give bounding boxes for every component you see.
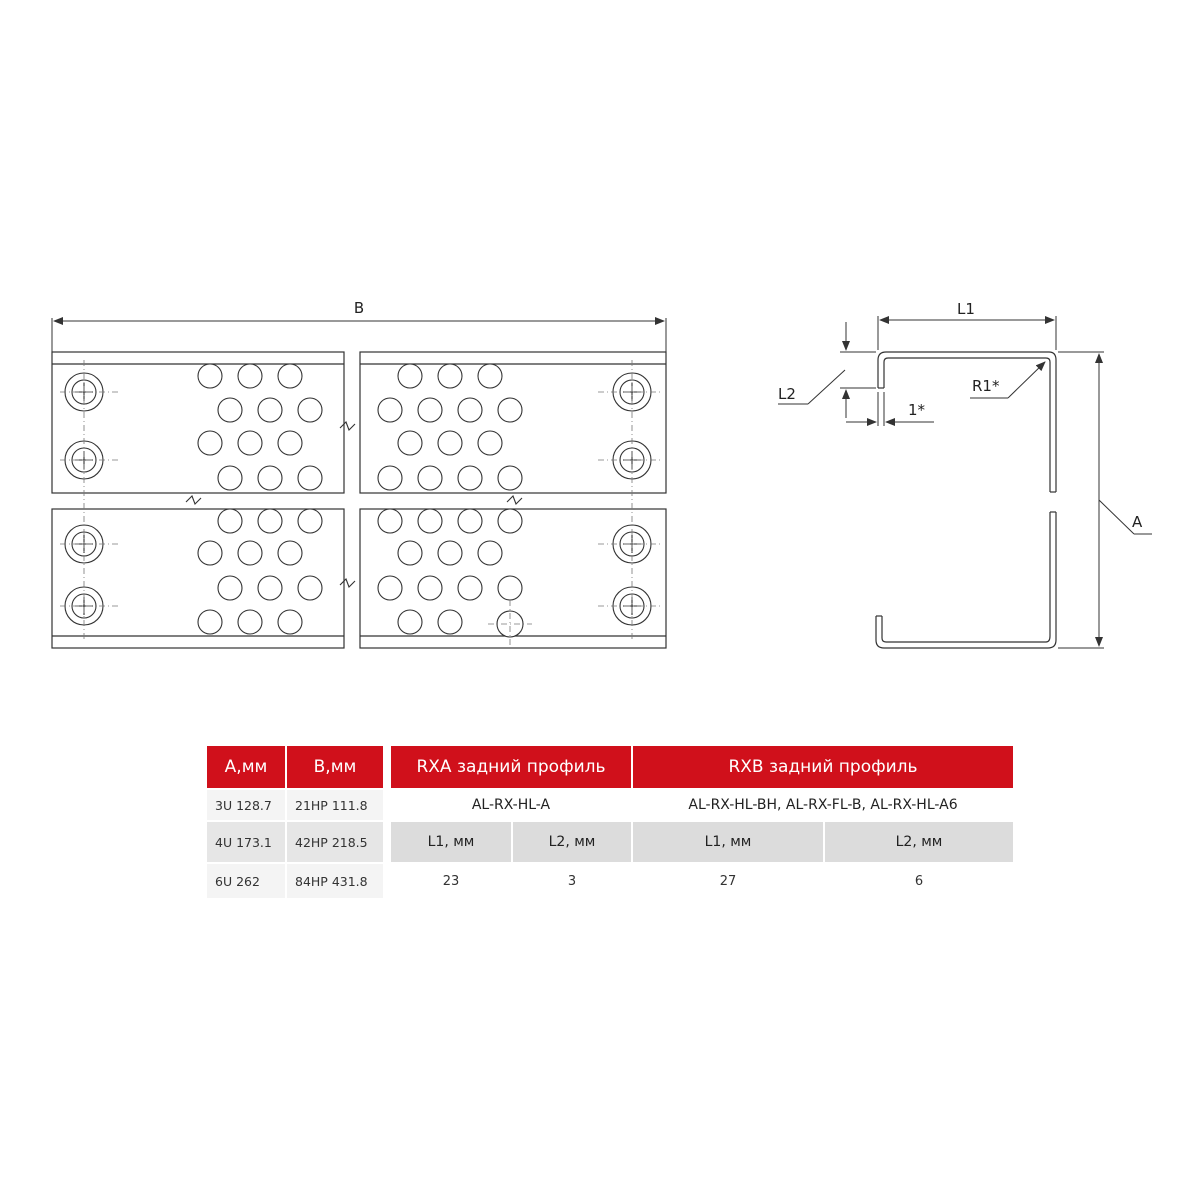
perforation-hole	[418, 398, 442, 422]
a-value-1: 3U 128.7	[207, 790, 285, 820]
perforation-hole	[278, 541, 302, 565]
mounting-screws	[65, 373, 651, 637]
perforation-hole	[438, 364, 462, 388]
screw-icon	[613, 587, 651, 625]
dimension-l1-label: L1	[957, 300, 975, 318]
perforation-hole	[298, 466, 322, 490]
perforation-hole	[258, 398, 282, 422]
a-value-3: 6U 262	[207, 864, 285, 898]
perforation-hole	[258, 576, 282, 600]
perforation-hole	[438, 610, 462, 634]
perforation-hole	[198, 541, 222, 565]
perforation-hole	[498, 576, 522, 600]
header-b: B,мм	[287, 746, 383, 788]
break-marks	[186, 422, 522, 587]
perforation-hole	[438, 431, 462, 455]
perforation-hole	[478, 431, 502, 455]
header-rxb: RXB задний профиль	[633, 746, 1013, 788]
perforation-hole	[278, 431, 302, 455]
perforation-hole	[218, 509, 242, 533]
spec-table	[207, 746, 1013, 898]
perforation-hole	[218, 576, 242, 600]
dimension-thickness-label: 1*	[908, 401, 926, 419]
perforation-hole	[198, 431, 222, 455]
header-a: A,мм	[207, 746, 285, 788]
perforation-hole	[438, 541, 462, 565]
dimension-a	[1058, 352, 1152, 648]
perforation-hole	[258, 466, 282, 490]
perforation-hole	[498, 398, 522, 422]
rxb-l2-label: L2, мм	[825, 822, 1013, 862]
perforation-hole	[298, 398, 322, 422]
dimension-a-label: A	[1132, 513, 1143, 531]
perforation-hole	[398, 364, 422, 388]
perforation-hole	[458, 398, 482, 422]
a-value-2: 4U 173.1	[207, 822, 285, 862]
dimension-l1	[878, 316, 1056, 350]
rxa-l2-value: 3	[567, 873, 577, 889]
header-rxa: RXA задний профиль	[391, 746, 631, 788]
perforation-hole	[238, 431, 262, 455]
rxa-l1-label: L1, мм	[391, 822, 511, 862]
perforation-hole	[238, 364, 262, 388]
perforation-hole	[378, 509, 402, 533]
perforation-hole	[298, 576, 322, 600]
perforation-hole	[458, 466, 482, 490]
perforation-hole	[498, 509, 522, 533]
perforation-hole	[258, 509, 282, 533]
perforation-hole	[198, 610, 222, 634]
perforation-hole	[458, 576, 482, 600]
b-value-2: 42HP 218.5	[287, 822, 383, 862]
perforation-hole	[238, 610, 262, 634]
perforation-hole	[398, 431, 422, 455]
rxb-l1-value: 27	[719, 873, 737, 889]
perforation-hole	[218, 398, 242, 422]
profile-section	[876, 352, 1056, 648]
perforation-hole	[378, 466, 402, 490]
dimension-b	[52, 299, 666, 358]
perforation-hole	[278, 610, 302, 634]
dimension-l2	[778, 322, 876, 418]
dimension-b-label: B	[353, 299, 365, 317]
perforation-hole	[378, 398, 402, 422]
rxa-model: AL-RX-HL-A	[471, 797, 551, 813]
perforation-hole	[398, 610, 422, 634]
dimension-l2-label: L2	[778, 385, 796, 403]
rxb-l2-value: 6	[914, 873, 924, 889]
perforation-hole	[418, 576, 442, 600]
rxb-model: AL-RX-HL-BH, AL-RX-FL-B, AL-RX-HL-A6	[688, 797, 958, 813]
perforation-hole	[378, 576, 402, 600]
screw-icon	[65, 587, 103, 625]
perforation-hole	[238, 541, 262, 565]
perforation-hole	[418, 466, 442, 490]
rxa-l2-label: L2, мм	[513, 822, 631, 862]
perforation-hole	[478, 541, 502, 565]
dimension-r1-label: R1*	[972, 377, 1000, 395]
perforation-hole	[298, 509, 322, 533]
perforation-hole	[458, 509, 482, 533]
perforation-hole	[478, 364, 502, 388]
perforation-hole	[198, 364, 222, 388]
perforation-hole	[498, 466, 522, 490]
b-value-3: 84HP 431.8	[287, 864, 383, 898]
perforation-hole	[278, 364, 302, 388]
rxb-l1-label: L1, мм	[633, 822, 823, 862]
rail-plates	[52, 352, 666, 648]
rxa-l1-value: 23	[442, 873, 460, 889]
perforation-hole	[218, 466, 242, 490]
perforation-hole	[398, 541, 422, 565]
perforation-hole	[418, 509, 442, 533]
b-value-1: 21HP 111.8	[287, 790, 383, 820]
